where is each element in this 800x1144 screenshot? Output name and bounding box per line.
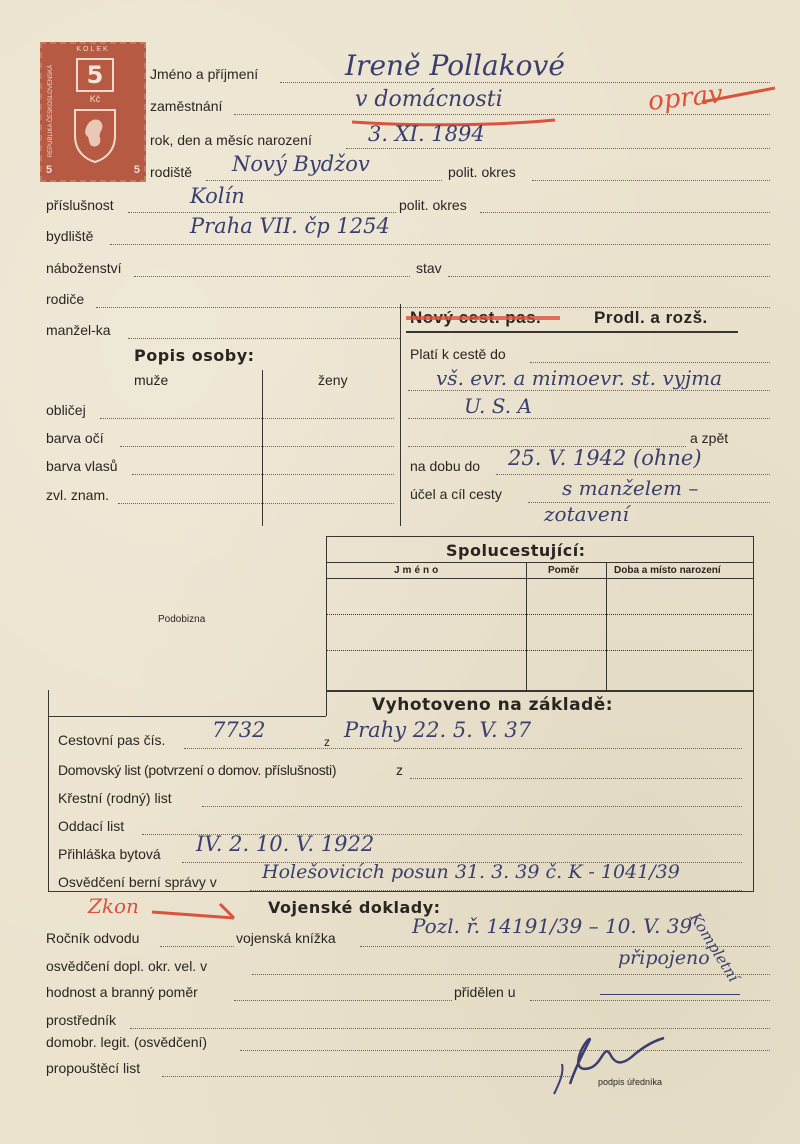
passport-valid-label: Platí k cestě do (410, 346, 506, 362)
passport-period-label: na dobu do (410, 458, 481, 474)
stamp-top-text: KOLEK (76, 46, 110, 53)
passport-valid-line (530, 362, 770, 363)
basis-passport-value: 7732 (212, 718, 266, 742)
military-book-value: Pozl. ř. 14191/39 – 10. V. 39 (412, 914, 693, 938)
religion-label: náboženství (46, 260, 122, 276)
residence-line (110, 244, 770, 245)
basis-domicile-line (410, 778, 742, 779)
official-signature-label: podpis úředníka (598, 1077, 663, 1087)
basis-baptism-line (202, 806, 742, 807)
military-title: Vojenské doklady: (268, 898, 441, 917)
description-row-hair: barva vlasů (46, 458, 118, 474)
basis-top-rule-right (326, 690, 754, 692)
district-label: polit. okres (448, 164, 516, 180)
birthplace-label: rodiště (150, 164, 193, 180)
basis-passport-label: Cestovní pas čís. (58, 732, 166, 748)
residence-label: bydliště (46, 228, 94, 244)
correction-mark: oprav (646, 79, 725, 117)
description-line-face (100, 418, 394, 419)
stamp-currency: Kč (89, 94, 101, 104)
status-label: stav (416, 260, 442, 276)
military-year-line (160, 946, 234, 947)
stamp-side-text: REPUBLIKA ČESKOSLOVENSKÁ (48, 64, 54, 158)
margin-note: Kompletní (686, 909, 743, 986)
passport-purpose-label: účel a cíl cesty (410, 486, 502, 502)
companions-title-rule (326, 562, 754, 563)
passport-period-line (496, 474, 770, 475)
birth-label: rok, den a měsíc narození (150, 132, 312, 148)
basis-tax-line (250, 890, 742, 891)
citizenship-value: Kolín (190, 184, 245, 208)
spouse-line (128, 338, 400, 339)
military-intermediary-label: prostředník (46, 1012, 117, 1028)
basis-top-rule-left (48, 716, 326, 717)
passport-period-value: 25. V. 1942 (ohne) (508, 446, 702, 470)
religion-line (134, 276, 410, 277)
basis-marriage-label: Oddací list (58, 818, 125, 834)
passport-valid-value-2: U. S. A (464, 394, 532, 418)
basis-passport-issuer: Prahy 22. 5. V. 37 (344, 718, 532, 742)
companions-col-divider-2 (606, 562, 607, 690)
occupation-label: zaměstnání (150, 98, 223, 114)
passport-return-label: a zpět (690, 430, 729, 446)
military-legion-line (240, 1050, 770, 1051)
military-book-label: vojenská knížka (236, 930, 336, 946)
stamp-value: 5 (76, 58, 114, 92)
description-row-eyes: barva očí (46, 430, 104, 446)
basis-passport-from: z (324, 735, 330, 749)
companions-col-relation: Poměr (548, 565, 580, 576)
basis-registration-label: Přihláška bytová (58, 846, 161, 862)
military-discharge-line (162, 1076, 574, 1077)
citizenship-line (128, 212, 396, 213)
basis-tax-label: Osvědčení berní správy v (58, 874, 217, 890)
description-row-marks: zvl. znam. (46, 487, 110, 503)
military-intermediary-line (130, 1028, 770, 1029)
description-male-header: muže (134, 372, 169, 388)
companions-row-rule-1 (326, 614, 754, 615)
status-line (448, 276, 770, 277)
description-line-eyes (120, 446, 394, 447)
red-stroke-mark (700, 86, 780, 106)
passport-new-title: Nový cest. pas. (410, 308, 542, 327)
passport-valid-value: vš. evr. a mimoevr. st. vyjma (436, 366, 723, 390)
companions-col-divider-1 (526, 562, 527, 690)
passport-valid-line-2 (408, 390, 770, 391)
basis-title: Vyhotoveno na základě: (372, 695, 614, 715)
military-legion-label: domobr. legit. (osvědčení) (46, 1034, 208, 1050)
residence-value: Praha VII. čp 1254 (190, 214, 390, 238)
military-correction-mark: Zkon (88, 894, 139, 918)
military-year-label: Ročník odvodu (46, 930, 140, 946)
passport-purpose-value-2: zotavení (544, 502, 629, 526)
spouse-label: manžel-ka (46, 322, 111, 338)
photo-label: Podobizna (158, 614, 206, 625)
description-female-header: ženy (318, 372, 348, 388)
basis-left-connector (326, 690, 327, 716)
stamp-corner-left: 5 (46, 164, 53, 176)
military-cert-value: připojeno (618, 947, 710, 969)
military-rank-label: hodnost a branný poměr (46, 984, 198, 1000)
district2-label: polit. okres (399, 197, 467, 213)
birthplace-value: Nový Bydžov (232, 152, 370, 176)
military-assigned-rule (600, 994, 740, 995)
district2-line (480, 212, 770, 213)
citizenship-label: příslušnost (46, 197, 114, 213)
red-arrow-mark (150, 900, 240, 924)
passport-title-underline (406, 331, 738, 333)
lion-emblem-icon (70, 106, 120, 164)
basis-passport-line (184, 748, 742, 749)
birth-line (346, 148, 770, 149)
passport-purpose-value: s manželem – (562, 476, 699, 500)
military-discharge-label: propouštěcí list (46, 1060, 141, 1076)
passport-valid-line-3 (408, 418, 770, 419)
parents-label: rodiče (46, 291, 85, 307)
companions-row-rule-2 (326, 650, 754, 651)
basis-baptism-label: Křestní (rodný) list (58, 790, 172, 806)
military-cert-label: osvědčení dopl. okr. vel. v (46, 958, 208, 974)
revenue-stamp (40, 42, 146, 182)
military-assigned-label: přidělen u (454, 984, 516, 1000)
basis-registration-value: IV. 2. 10. V. 1922 (196, 832, 375, 856)
companions-col-birth: Doba a místo narození (614, 565, 721, 576)
stamp-corner-right: 5 (133, 164, 140, 176)
military-rank-line (234, 1000, 452, 1001)
description-line-marks (118, 503, 394, 504)
birthplace-line (206, 180, 442, 181)
basis-domicile-from: z (396, 762, 403, 778)
birth-value: 3. XI. 1894 (368, 122, 485, 146)
name-value: Ireně Pollakové (345, 49, 565, 82)
passport-extension-title: Prodl. a rozš. (594, 308, 708, 327)
section-divider (400, 304, 401, 526)
companions-header-rule (326, 578, 754, 579)
military-cert-line (252, 974, 770, 975)
description-line-hair (132, 474, 394, 475)
description-row-face: obličej (46, 402, 86, 418)
name-label: Jméno a příjmení (150, 66, 259, 82)
district-line (532, 180, 770, 181)
military-assigned-line (530, 1000, 770, 1001)
red-pencil-strike (404, 312, 564, 324)
companions-title: Spolucestující: (446, 541, 586, 560)
basis-domicile-label: Domovský list (potvrzení o domov. příslušnosti) (58, 762, 337, 778)
basis-tax-value: Holešovicích posun 31. 3. 39 č. K - 1041/39 (262, 861, 680, 883)
companions-col-name: Jméno (394, 565, 442, 576)
occupation-value: v domácnosti (355, 87, 503, 112)
description-title: Popis osoby: (134, 346, 255, 365)
